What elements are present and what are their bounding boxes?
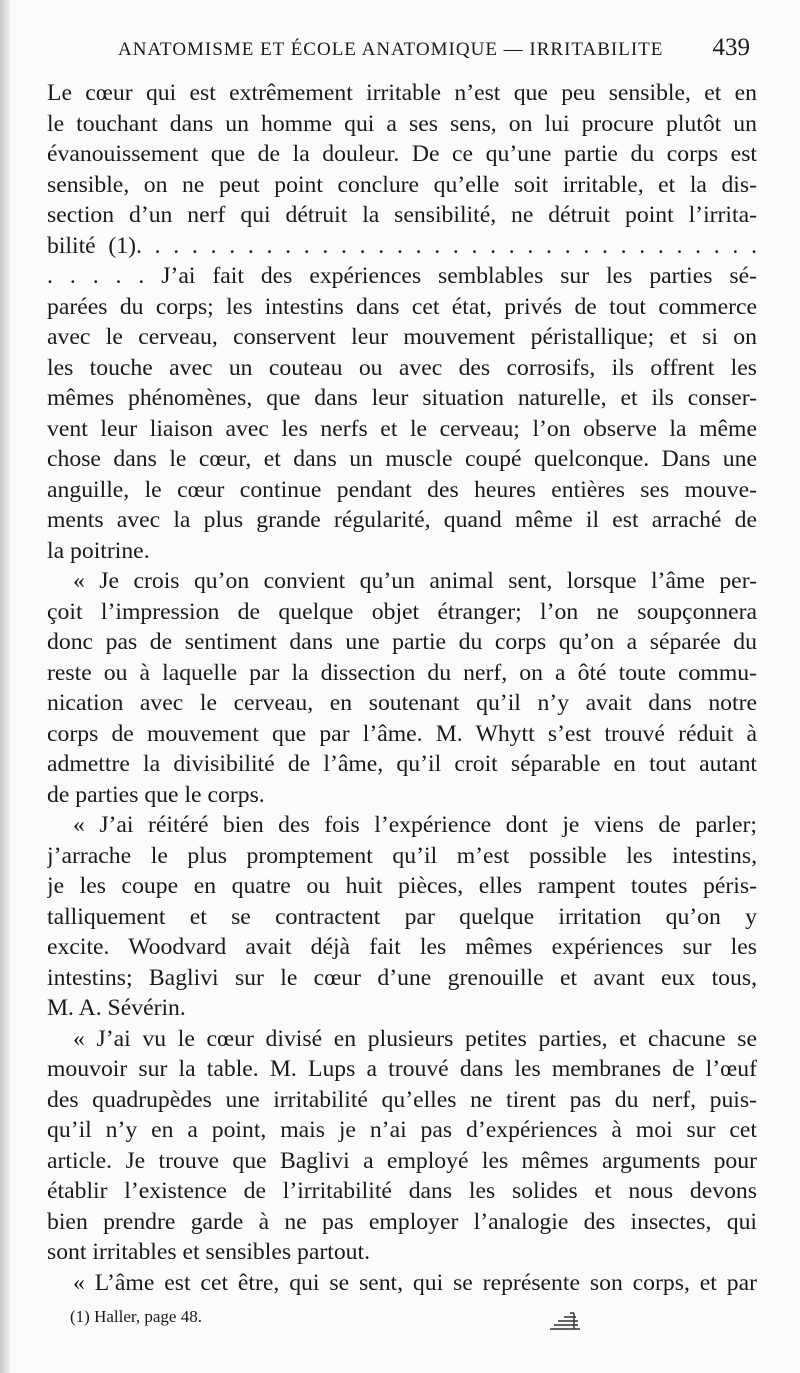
text-line: je les coupe en quatre ou huit pièces, elles rampent toutes péris- (47, 873, 757, 899)
text-line: établir l’existence de l’irritabilité dans les solides et nous devons (47, 1178, 757, 1204)
text-line: anguille, le cœur continue pendant des heures entières ses mouve- (47, 476, 757, 503)
text-line: vent leur liaison avec les nerfs et le cerveau; l’on observe la même (47, 415, 757, 442)
text-line: M. A. Sévérin. (47, 995, 186, 1021)
text-line: « Je crois qu’on convient qu’un animal sent, lorsque l’âme per- (73, 568, 757, 594)
text-line: « L’âme est cet être, qui se sent, qui se représente son corps, et par (73, 1269, 757, 1296)
text-line: intestins; Baglivi sur le cœur d’une grenouille et avant eux tous, (47, 964, 757, 991)
running-head (118, 36, 758, 66)
text-line: bilité (1). . . . . . . . . . . . . . . . . . . . . . . . . . . . . . . . . . (47, 232, 757, 259)
printer-mark-icon (548, 1311, 582, 1331)
text-line: Le cœur qui est extrêmement irritable n’est que peu sensible, et en (47, 80, 757, 106)
text-line: évanouissement que de la douleur. De ce qu’une partie du corps est (47, 141, 757, 167)
text-line: « J’ai vu le cœur divisé en plusieurs petites parties, et chacune se (73, 1025, 757, 1052)
text-line: j’arrache le plus promptement qu’il m’est possible les intestins, (47, 842, 757, 869)
text-line: ments avec la plus grande régularité, quand même il est arraché de (47, 507, 757, 533)
text-line: qu’il n’y en a point, mais je n’ai pas d’expériences à moi sur cet (47, 1117, 757, 1143)
text-line: bien prendre garde à ne pas employer l’analogie des insectes, qui (47, 1208, 757, 1235)
text-line: excite. Woodvard avait déjà fait les mêmes expériences sur les (47, 934, 757, 960)
text-line: de parties que le corps. (47, 781, 265, 808)
text-line: talliquement et se contractent par quelque irritation qu’on y (47, 903, 757, 930)
text-line: les touche avec un couteau ou avec des corrosifs, ils offrent les (47, 354, 757, 381)
text-line: parées du corps; les intestins dans cet état, privés de tout commerce (47, 293, 757, 320)
text-line: nication avec le cerveau, en soutenant qu’il n’y avait dans notre (47, 690, 757, 716)
text-line: la poitrine. (47, 537, 150, 564)
text-line: avec le cerveau, conservent leur mouvement péristallique; et si on (47, 324, 757, 350)
text-line: le touchant dans un homme qui a ses sens, on lui procure plutôt un (47, 110, 757, 137)
text-line: mêmes phénomènes, que dans leur situation naturelle, et ils conser- (47, 385, 757, 411)
text-line: « J’ai réitéré bien des fois l’expérience dont je viens de parler; (73, 812, 757, 838)
text-line: sensible, on ne peut point conclure qu’elle soit irritable, et la dis- (47, 171, 757, 198)
text-line: article. Je trouve que Baglivi a employé les mêmes arguments pour (47, 1147, 757, 1174)
text-line: donc pas de sentiment dans une partie du corps qu’on a séparée du (47, 629, 757, 655)
text-line: admettre la divisibilité de l’âme, qu’il croit séparable en tout autant (47, 751, 757, 777)
page-number: 439 (712, 34, 750, 61)
text-line: reste ou à laquelle par la dissection du nerf, on a ôté toute commu- (47, 659, 757, 686)
text-line: des quadrupèdes une irritabilité qu’elles ne tirent pas du nerf, puis- (47, 1086, 757, 1113)
body-text (47, 78, 757, 1298)
text-line: chose dans le cœur, et dans un muscle coupé quelconque. Dans une (47, 446, 757, 472)
text-line: mouvoir sur la table. M. Lups a trouvé dans les membranes de l’œuf (47, 1056, 757, 1082)
running-title: ANATOMISME ET ÉCOLE ANATOMIQUE — IRRITABILITE (118, 39, 664, 60)
text-line: çoit l’impression de quelque objet étranger; l’on ne soupçonnera (47, 598, 757, 625)
text-line: section d’un nerf qui détruit la sensibilité, ne détruit point l’irrita- (47, 202, 757, 228)
text-line: corps de mouvement que par l’âme. M. Whytt s’est trouvé réduit à (47, 720, 757, 747)
page-binding-edge (0, 0, 10, 1373)
text-line: sont irritables et sensibles partout. (47, 1239, 371, 1265)
footnote: (1) Haller, page 48. (70, 1307, 202, 1326)
text-line: . . . . . J’ai fait des expériences semblables sur les parties sé- (47, 263, 757, 289)
